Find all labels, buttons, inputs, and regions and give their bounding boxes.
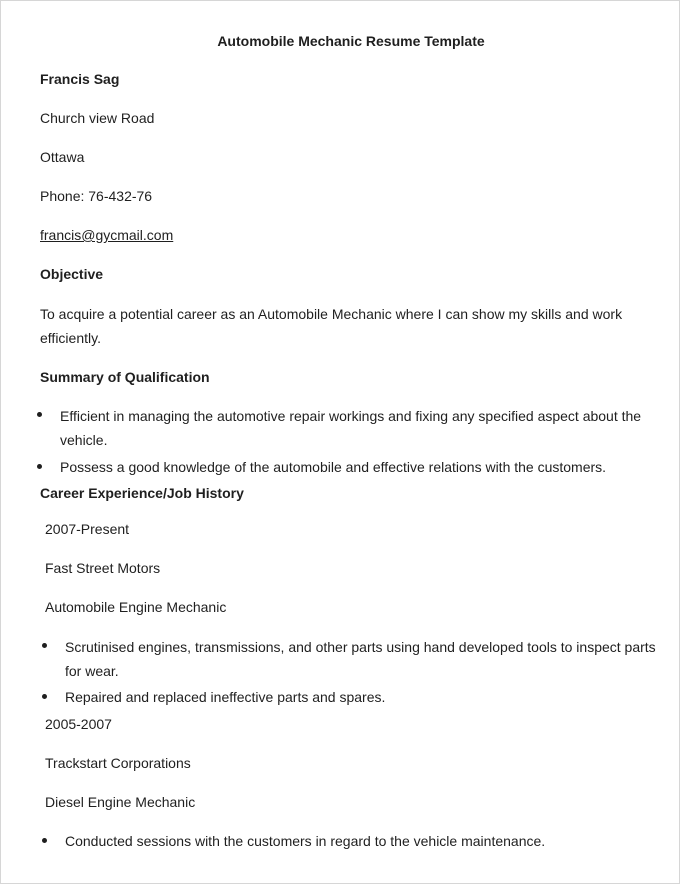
email-link[interactable]: francis@gycmail.com <box>40 227 174 243</box>
job-1-role: Automobile Engine Mechanic <box>45 599 227 615</box>
job-1-duty-2: Repaired and replaced ineffective parts and spares. <box>65 689 386 705</box>
job-1-duty-1-line-1: Scrutinised engines, transmissions, and other parts using hand developed tools to inspect parts <box>65 639 656 655</box>
phone-number: Phone: 76-432-76 <box>40 188 153 204</box>
candidate-name: Francis Sag <box>40 71 120 87</box>
summary-heading: Summary of Qualification <box>40 369 210 385</box>
summary-item-1-line-1: Efficient in managing the automotive repair workings and fixing any specified aspect about the <box>60 408 642 424</box>
job-2-period: 2005-2007 <box>45 716 112 732</box>
job-1-duty-1-line-2: for wear. <box>65 663 119 679</box>
bullet-icon <box>42 643 47 648</box>
address-street: Church view Road <box>40 110 155 126</box>
summary-item-1-line-2: vehicle. <box>60 432 108 448</box>
bullet-icon <box>37 464 42 469</box>
objective-text-line-1: To acquire a potential career as an Automobile Mechanic where I can show my skills and work <box>40 306 623 322</box>
job-2-company: Trackstart Corporations <box>45 755 191 771</box>
bullet-icon <box>37 412 42 417</box>
job-1-period: 2007-Present <box>45 521 130 537</box>
bullet-icon <box>42 838 47 843</box>
objective-heading: Objective <box>40 266 104 282</box>
job-2-duty-1: Conducted sessions with the customers in regard to the vehicle maintenance. <box>65 833 546 849</box>
bullet-icon <box>42 694 47 699</box>
career-heading: Career Experience/Job History <box>40 485 244 501</box>
objective-text-line-2: efficiently. <box>40 330 101 346</box>
job-2-role: Diesel Engine Mechanic <box>45 794 196 810</box>
document-title: Automobile Mechanic Resume Template <box>217 33 485 49</box>
job-1-company: Fast Street Motors <box>45 560 161 576</box>
address-city: Ottawa <box>40 149 85 165</box>
summary-item-2: Possess a good knowledge of the automobile and effective relations with the customers. <box>60 459 607 475</box>
